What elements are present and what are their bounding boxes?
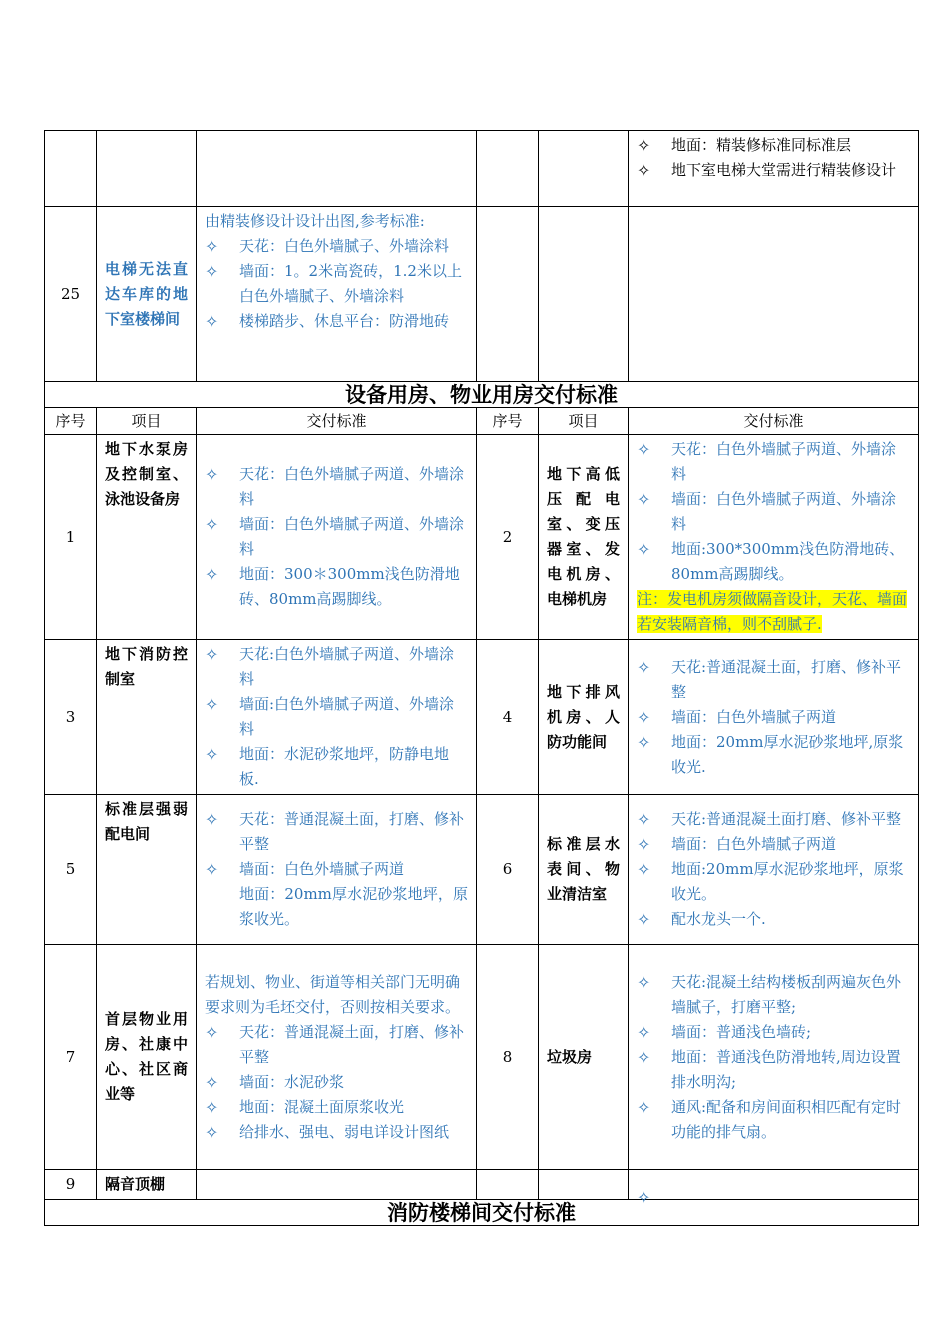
list-item: ✧ 地面：精装修标准同标准层: [637, 133, 910, 158]
list-item: ✧ 墙面：1。2米高瓷砖，1.2米以上白色外墙腻子、外墙涂料: [205, 259, 468, 309]
row-item: 首层物业用房、社康中心、社区商业等: [97, 945, 197, 1170]
table-row: [45, 945, 919, 1170]
row-number: 7: [45, 945, 97, 1170]
header-no: 序号: [45, 408, 97, 435]
table-row: [45, 795, 919, 945]
delivery-standard-table: [44, 130, 919, 1226]
row-number: 3: [45, 640, 97, 795]
table-row: [45, 207, 919, 382]
row-number: 4: [477, 640, 539, 795]
list-item: ✧ 地面：混凝土面原浆收光: [205, 1095, 468, 1120]
plain-line: 地面：20mm厚水泥砂浆地坪，原浆收光。: [239, 885, 468, 928]
intro-text: 由精装修设计设计出图,参考标准:: [205, 212, 425, 230]
list-item: ✧ 天花:普通混凝土面，打磨、修补平整: [637, 655, 910, 705]
list-item: ✧ 墙面：白色外墙腻子两道、外墙涂料: [205, 512, 468, 562]
row-number: 8: [477, 945, 539, 1170]
list-item: ✧ 地面:20mm厚水泥砂浆地坪，原浆收光。: [637, 857, 910, 907]
list-item: ✧ 天花:普通混凝土面打磨、修补平整: [637, 807, 910, 832]
header-std: 交付标准: [629, 408, 919, 435]
intro-text: 若规划、物业、街道等相关部门无明确要求则为毛坯交付，否则按相关要求。: [205, 972, 461, 1016]
row-item: 地下排风机房、人防功能间: [539, 640, 629, 795]
section-title: 消防楼梯间交付标准: [45, 1200, 919, 1226]
header-std: 交付标准: [197, 408, 477, 435]
row-item: 地下高低压配电室、变压器室、发电机房、电梯机房: [539, 435, 629, 640]
header-item: 项目: [97, 408, 197, 435]
list-item: ✧ 地面：20mm厚水泥砂浆地坪,原浆收光.: [637, 730, 910, 780]
list-item: ✧ 墙面:白色外墙腻子两道、外墙涂料: [205, 692, 468, 742]
list-item: ✧ 天花:白色外墙腻子两道、外墙涂料: [205, 642, 468, 692]
list-item: ✧ 墙面：白色外墙腻子两道、外墙涂料: [637, 487, 910, 537]
table-row: [45, 435, 919, 640]
header-item: 项目: [539, 408, 629, 435]
row-item: 垃圾房: [539, 945, 629, 1170]
list-item: ✧ 墙面：白色外墙腻子两道: [637, 705, 910, 730]
list-item: ✧ 地面：300＊300mm浅色防滑地砖、80mm高踢脚线。: [205, 562, 468, 612]
header-no: 序号: [477, 408, 539, 435]
list-item: ✧ 墙面：水泥砂浆: [205, 1070, 468, 1095]
list-item: ✧ 天花:混凝土结构楼板刮两遍灰色外墙腻子，打磨平整;: [637, 970, 910, 1020]
list-item: ✧ 天花：白色外墙腻子两道、外墙涂料: [637, 437, 910, 487]
list-item: ✧ 楼梯踏步、休息平台：防滑地砖: [205, 309, 468, 334]
list-item: ✧ 墙面：白色外墙腻子两道: [637, 832, 910, 857]
row-item: 标准层强弱配电间: [97, 795, 197, 945]
highlight-note: 注：发电机房须做隔音设计，天花、墙面若安装隔音棉，则不刮腻子.: [637, 590, 908, 633]
list-item: ✧ 天花：白色外墙腻子两道、外墙涂料: [205, 462, 468, 512]
list-item: ✧ 墙面：白色外墙腻子两道: [205, 857, 468, 882]
list-item: ✧ 天花：普通混凝土面，打磨、修补平整: [205, 807, 468, 857]
list-item: ✧ 通风:配备和房间面积相匹配有定时功能的排气扇。: [637, 1095, 910, 1145]
row-number: 1: [45, 435, 97, 640]
row-number: 9: [45, 1170, 97, 1200]
row-item: 地下水泵房及控制室、泳池设备房: [97, 435, 197, 640]
table-row: [45, 1170, 919, 1200]
row-number: 2: [477, 435, 539, 640]
table-row: [45, 131, 919, 207]
row-number: 5: [45, 795, 97, 945]
list-item: ✧ 配水龙头一个.: [637, 907, 910, 932]
section-title: 设备用房、物业用房交付标准: [45, 382, 919, 408]
list-item: ✧ 给排水、强电、弱电详设计图纸: [205, 1120, 468, 1145]
list-item: ✧ 天花：普通混凝土面，打磨、修补平整: [205, 1020, 468, 1070]
list-item: ✧ 天花：白色外墙腻子、外墙涂料: [205, 234, 468, 259]
list-item: ✧ 地下室电梯大堂需进行精装修设计: [637, 158, 910, 183]
row-item: 电梯无法直达车库的地下室楼梯间: [97, 207, 197, 382]
list-item: ✧ 地面：水泥砂浆地坪，防静电地板.: [205, 742, 468, 792]
table-row: [45, 640, 919, 795]
row-number: 6: [477, 795, 539, 945]
row-item: 标准层水表间、物业清洁室: [539, 795, 629, 945]
row-number: 25: [45, 207, 97, 382]
row-item: 地下消防控制室: [97, 640, 197, 795]
list-item: ✧ 地面：普通浅色防滑地转,周边设置排水明沟;: [637, 1045, 910, 1095]
list-item: ✧ 地面:300*300mm浅色防滑地砖、80mm高踢脚线。: [637, 537, 910, 587]
table-header: [45, 408, 919, 435]
row-item: 隔音顶棚: [97, 1170, 197, 1200]
list-item: ✧ 墙面：普通浅色墙砖;: [637, 1020, 910, 1045]
